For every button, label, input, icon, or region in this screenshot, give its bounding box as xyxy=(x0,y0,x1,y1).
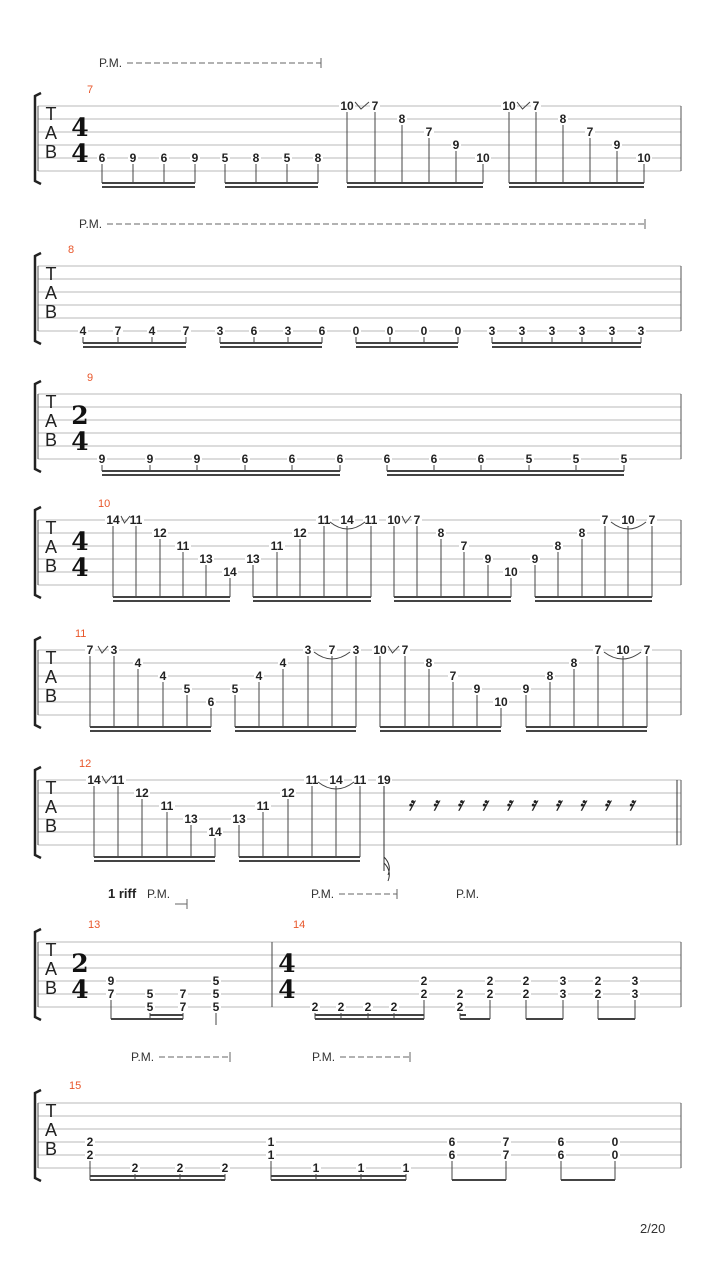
system-12 xyxy=(35,758,681,881)
system-7 xyxy=(35,56,681,187)
sixteenth-rest: 𝄿 xyxy=(604,794,610,815)
fret-number: 19 xyxy=(377,773,391,787)
tab-clef-t: T xyxy=(45,518,57,538)
fret-number: 11 xyxy=(364,513,378,527)
time-signature-bottom: 4 xyxy=(71,553,89,582)
fret-number: 9 xyxy=(452,138,460,152)
fret-number: 9 xyxy=(531,552,539,566)
fret-number: 9 xyxy=(129,151,137,165)
fret-number: 5 xyxy=(231,682,239,696)
tab-clef-t: T xyxy=(45,104,57,124)
tab-clef-b: B xyxy=(44,430,58,450)
fret-number: 7 xyxy=(425,125,433,139)
fret-number: 4 xyxy=(255,669,263,683)
system-15 xyxy=(35,1050,681,1181)
fret-number: 2 xyxy=(522,987,530,1001)
sixteenth-rest: 𝄿 xyxy=(481,794,488,815)
measure-number: 7 xyxy=(87,84,94,96)
fret-number: 8 xyxy=(570,656,578,670)
fret-number: 9 xyxy=(146,452,154,466)
fret-number: 2 xyxy=(221,1161,229,1175)
fret-number: 4 xyxy=(134,656,142,670)
fret-number: 6 xyxy=(557,1148,565,1162)
fret-number: 3 xyxy=(631,974,639,988)
measure-number: 15 xyxy=(69,1080,82,1092)
fret-number: 8 xyxy=(314,151,322,165)
fret-number: 2 xyxy=(86,1148,94,1162)
section-marker: 1 riff xyxy=(108,886,137,901)
fret-number: 5 xyxy=(212,987,220,1001)
fret-number: 0 xyxy=(611,1135,619,1149)
fret-number: 3 xyxy=(216,324,224,338)
sixteenth-rest: 𝄿 xyxy=(579,794,586,815)
fret-number: 8 xyxy=(437,526,445,540)
fret-number: 7 xyxy=(460,539,468,553)
fret-number: 10 xyxy=(637,151,651,165)
fret-number: 7 xyxy=(601,513,609,527)
fret-number: 6 xyxy=(241,452,249,466)
tab-clef-a: A xyxy=(44,123,58,143)
palm-mute-label: P.M. xyxy=(147,887,171,901)
fret-number: 2 xyxy=(337,1000,345,1014)
tab-clef-t: T xyxy=(45,264,57,284)
fret-number: 5 xyxy=(525,452,533,466)
fret-number: 10 xyxy=(502,99,516,113)
fret-number: 2 xyxy=(594,974,602,988)
fret-number: 3 xyxy=(284,324,292,338)
fret-number: 10 xyxy=(621,513,635,527)
fret-number: 2 xyxy=(456,1000,464,1014)
tab-clef-b: B xyxy=(44,302,58,322)
system-9 xyxy=(35,372,681,475)
time-signature-top: 4 xyxy=(278,949,296,978)
fret-number: 9 xyxy=(193,452,201,466)
fret-number: 14 xyxy=(106,513,120,527)
fret-number: 14 xyxy=(329,773,343,787)
fret-number: 7 xyxy=(114,324,122,338)
fret-number: 3 xyxy=(559,974,567,988)
measure-number: 13 xyxy=(88,919,101,931)
fret-number: 11 xyxy=(353,773,367,787)
tab-clef-t: T xyxy=(45,392,57,412)
measure-number: 12 xyxy=(79,758,92,770)
fret-number: 10 xyxy=(476,151,490,165)
fret-number: 9 xyxy=(484,552,492,566)
fret-number: 1 xyxy=(357,1161,365,1175)
fret-number: 3 xyxy=(559,987,567,1001)
fret-number: 2 xyxy=(131,1161,139,1175)
fret-number: 2 xyxy=(311,1000,319,1014)
fret-number: 10 xyxy=(387,513,401,527)
fret-number: 6 xyxy=(448,1135,456,1149)
time-signature-top: 2 xyxy=(71,949,89,978)
fret-number: 13 xyxy=(199,552,213,566)
fret-number: 5 xyxy=(183,682,191,696)
fret-number: 9 xyxy=(522,682,530,696)
sixteenth-rest: 𝄿 xyxy=(628,794,635,815)
fret-number: 11 xyxy=(305,773,319,787)
measure-number: 14 xyxy=(293,919,306,931)
fret-number: 11 xyxy=(111,773,125,787)
fret-number: 2 xyxy=(390,1000,398,1014)
fret-number: 6 xyxy=(383,452,391,466)
palm-mute-label: P.M. xyxy=(311,887,335,901)
fret-number: 8 xyxy=(578,526,586,540)
fret-number: 6 xyxy=(430,452,438,466)
fret-number: 0 xyxy=(352,324,360,338)
fret-number: 3 xyxy=(304,643,312,657)
fret-number: 7 xyxy=(502,1135,510,1149)
fret-number: 6 xyxy=(318,324,326,338)
fret-number: 7 xyxy=(107,987,115,1001)
palm-mute-label: P.M. xyxy=(312,1050,336,1064)
system-10 xyxy=(35,498,681,601)
fret-number: 7 xyxy=(371,99,379,113)
fret-number: 7 xyxy=(449,669,457,683)
fret-number: 5 xyxy=(212,974,220,988)
tab-staff xyxy=(35,929,681,1020)
fret-number: 6 xyxy=(477,452,485,466)
fret-number: 9 xyxy=(107,974,115,988)
fret-number: 3 xyxy=(488,324,496,338)
time-signature-top: 4 xyxy=(71,527,89,556)
fret-number: 1 xyxy=(267,1135,275,1149)
tab-clef-b: B xyxy=(44,142,58,162)
time-signature-top: 2 xyxy=(71,401,89,430)
fret-number: 2 xyxy=(176,1161,184,1175)
fret-number: 8 xyxy=(546,669,554,683)
tab-clef-b: B xyxy=(44,556,58,576)
fret-number: 8 xyxy=(252,151,260,165)
fret-number: 5 xyxy=(620,452,628,466)
fret-number: 11 xyxy=(160,799,174,813)
fret-number: 3 xyxy=(578,324,586,338)
fret-number: 10 xyxy=(504,565,518,579)
fret-number: 5 xyxy=(146,1000,154,1014)
fret-number: 3 xyxy=(608,324,616,338)
fret-number: 8 xyxy=(398,112,406,126)
fret-number: 12 xyxy=(281,786,295,800)
fret-number: 7 xyxy=(413,513,421,527)
fret-number: 11 xyxy=(256,799,270,813)
system-13-14 xyxy=(35,886,681,1025)
measure-number: 8 xyxy=(68,244,75,256)
fret-number: 10 xyxy=(494,695,508,709)
fret-number: 7 xyxy=(182,324,190,338)
palm-mute-label: P.M. xyxy=(99,56,123,70)
fret-number: 8 xyxy=(425,656,433,670)
fret-number: 2 xyxy=(456,987,464,1001)
fret-number: 5 xyxy=(146,987,154,1001)
fret-number: 0 xyxy=(420,324,428,338)
fret-number: 11 xyxy=(317,513,331,527)
fret-number: 0 xyxy=(454,324,462,338)
fret-number: 7 xyxy=(179,987,187,1001)
fret-number: 6 xyxy=(207,695,215,709)
palm-mute-label: P.M. xyxy=(456,887,480,901)
fret-number: 7 xyxy=(86,643,94,657)
tab-clef-a: A xyxy=(44,537,58,557)
system-8 xyxy=(35,217,681,347)
sixteenth-rest: 𝄿 xyxy=(432,794,439,815)
tab-clef-b: B xyxy=(44,978,58,998)
measure-number: 9 xyxy=(87,372,94,384)
palm-mute-label: P.M. xyxy=(79,217,103,231)
fret-number: 13 xyxy=(232,812,246,826)
time-signature-bottom: 4 xyxy=(71,139,89,168)
system-11 xyxy=(35,628,681,731)
fret-number: 12 xyxy=(135,786,149,800)
tab-staff xyxy=(35,381,681,472)
sixteenth-rest: 𝄿 xyxy=(530,794,537,815)
fret-number: 1 xyxy=(312,1161,320,1175)
fret-number: 11 xyxy=(129,513,143,527)
fret-number: 3 xyxy=(631,987,639,1001)
fret-number: 2 xyxy=(522,974,530,988)
fret-number: 3 xyxy=(110,643,118,657)
time-signature-top: 4 xyxy=(71,113,89,142)
fret-number: 9 xyxy=(191,151,199,165)
fret-number: 6 xyxy=(160,151,168,165)
fret-number: 14 xyxy=(223,565,237,579)
time-signature-bottom: 4 xyxy=(71,975,89,1004)
fret-number: 3 xyxy=(518,324,526,338)
sixteenth-rest: 𝄿 xyxy=(506,794,512,815)
fret-number: 7 xyxy=(328,643,336,657)
fret-number: 11 xyxy=(270,539,284,553)
fret-number: 7 xyxy=(502,1148,510,1162)
fret-number: 9 xyxy=(473,682,481,696)
fret-number: 14 xyxy=(340,513,354,527)
fret-number: 0 xyxy=(611,1148,619,1162)
page-number: 2/20 xyxy=(640,1221,666,1236)
fret-number: 2 xyxy=(486,987,494,1001)
time-signature-bottom: 4 xyxy=(71,427,89,456)
fret-number: 8 xyxy=(559,112,567,126)
sixteenth-rest: 𝄿 xyxy=(555,794,561,815)
tab-clef-a: A xyxy=(44,667,58,687)
fret-number: 6 xyxy=(288,452,296,466)
fret-number: 5 xyxy=(212,1000,220,1014)
fret-number: 6 xyxy=(98,151,106,165)
tab-clef-a: A xyxy=(44,1120,58,1140)
fret-number: 7 xyxy=(401,643,409,657)
fret-number: 5 xyxy=(572,452,580,466)
fret-number: 14 xyxy=(208,825,222,839)
fret-number: 13 xyxy=(246,552,260,566)
fret-number: 9 xyxy=(98,452,106,466)
fret-number: 6 xyxy=(336,452,344,466)
fret-number: 8 xyxy=(554,539,562,553)
tab-clef-a: A xyxy=(44,283,58,303)
measure-number: 10 xyxy=(98,498,111,510)
fret-number: 13 xyxy=(184,812,198,826)
palm-mute-label: P.M. xyxy=(131,1050,155,1064)
tab-clef-a: A xyxy=(44,959,58,979)
tab-clef-t: T xyxy=(45,940,57,960)
tab-clef-b: B xyxy=(44,1139,58,1159)
fret-number: 7 xyxy=(179,1000,187,1014)
fret-number: 3 xyxy=(352,643,360,657)
measure-number: 11 xyxy=(75,628,87,640)
fret-number: 7 xyxy=(586,125,594,139)
fret-number: 12 xyxy=(293,526,307,540)
tab-clef-b: B xyxy=(44,686,58,706)
tab-staff xyxy=(35,93,681,184)
fret-number: 0 xyxy=(386,324,394,338)
fret-number: 4 xyxy=(279,656,287,670)
fret-number: 11 xyxy=(176,539,190,553)
fret-number: 3 xyxy=(548,324,556,338)
fret-number: 6 xyxy=(557,1135,565,1149)
fret-number: 14 xyxy=(87,773,101,787)
tab-clef-t: T xyxy=(45,778,57,798)
fret-number: 2 xyxy=(86,1135,94,1149)
fret-number: 7 xyxy=(594,643,602,657)
fret-number: 10 xyxy=(616,643,630,657)
tab-clef-t: T xyxy=(45,1101,57,1121)
fret-number: 1 xyxy=(402,1161,410,1175)
time-signature-bottom: 4 xyxy=(278,975,296,1004)
fret-number: 7 xyxy=(643,643,651,657)
fret-number: 6 xyxy=(250,324,258,338)
grace-flag xyxy=(384,857,389,881)
sixteenth-rest: 𝄿 xyxy=(457,794,463,815)
fret-number: 1 xyxy=(267,1148,275,1162)
fret-number: 4 xyxy=(148,324,156,338)
tab-clef-b: B xyxy=(44,816,58,836)
fret-number: 2 xyxy=(364,1000,372,1014)
sixteenth-rest: 𝄿 xyxy=(408,794,414,815)
tab-clef-t: T xyxy=(45,648,57,668)
fret-number: 9 xyxy=(613,138,621,152)
fret-number: 6 xyxy=(448,1148,456,1162)
tab-clef-a: A xyxy=(44,797,58,817)
fret-number: 10 xyxy=(373,643,387,657)
fret-number: 7 xyxy=(648,513,656,527)
fret-number: 2 xyxy=(486,974,494,988)
tab-clef-a: A xyxy=(44,411,58,431)
fret-number: 4 xyxy=(79,324,87,338)
fret-number: 12 xyxy=(153,526,167,540)
fret-number: 2 xyxy=(420,987,428,1001)
fret-number: 2 xyxy=(420,974,428,988)
fret-number: 5 xyxy=(283,151,291,165)
fret-number: 2 xyxy=(594,987,602,1001)
fret-number: 3 xyxy=(637,324,645,338)
fret-number: 7 xyxy=(532,99,540,113)
fret-number: 4 xyxy=(159,669,167,683)
fret-number: 5 xyxy=(221,151,229,165)
fret-number: 10 xyxy=(340,99,354,113)
